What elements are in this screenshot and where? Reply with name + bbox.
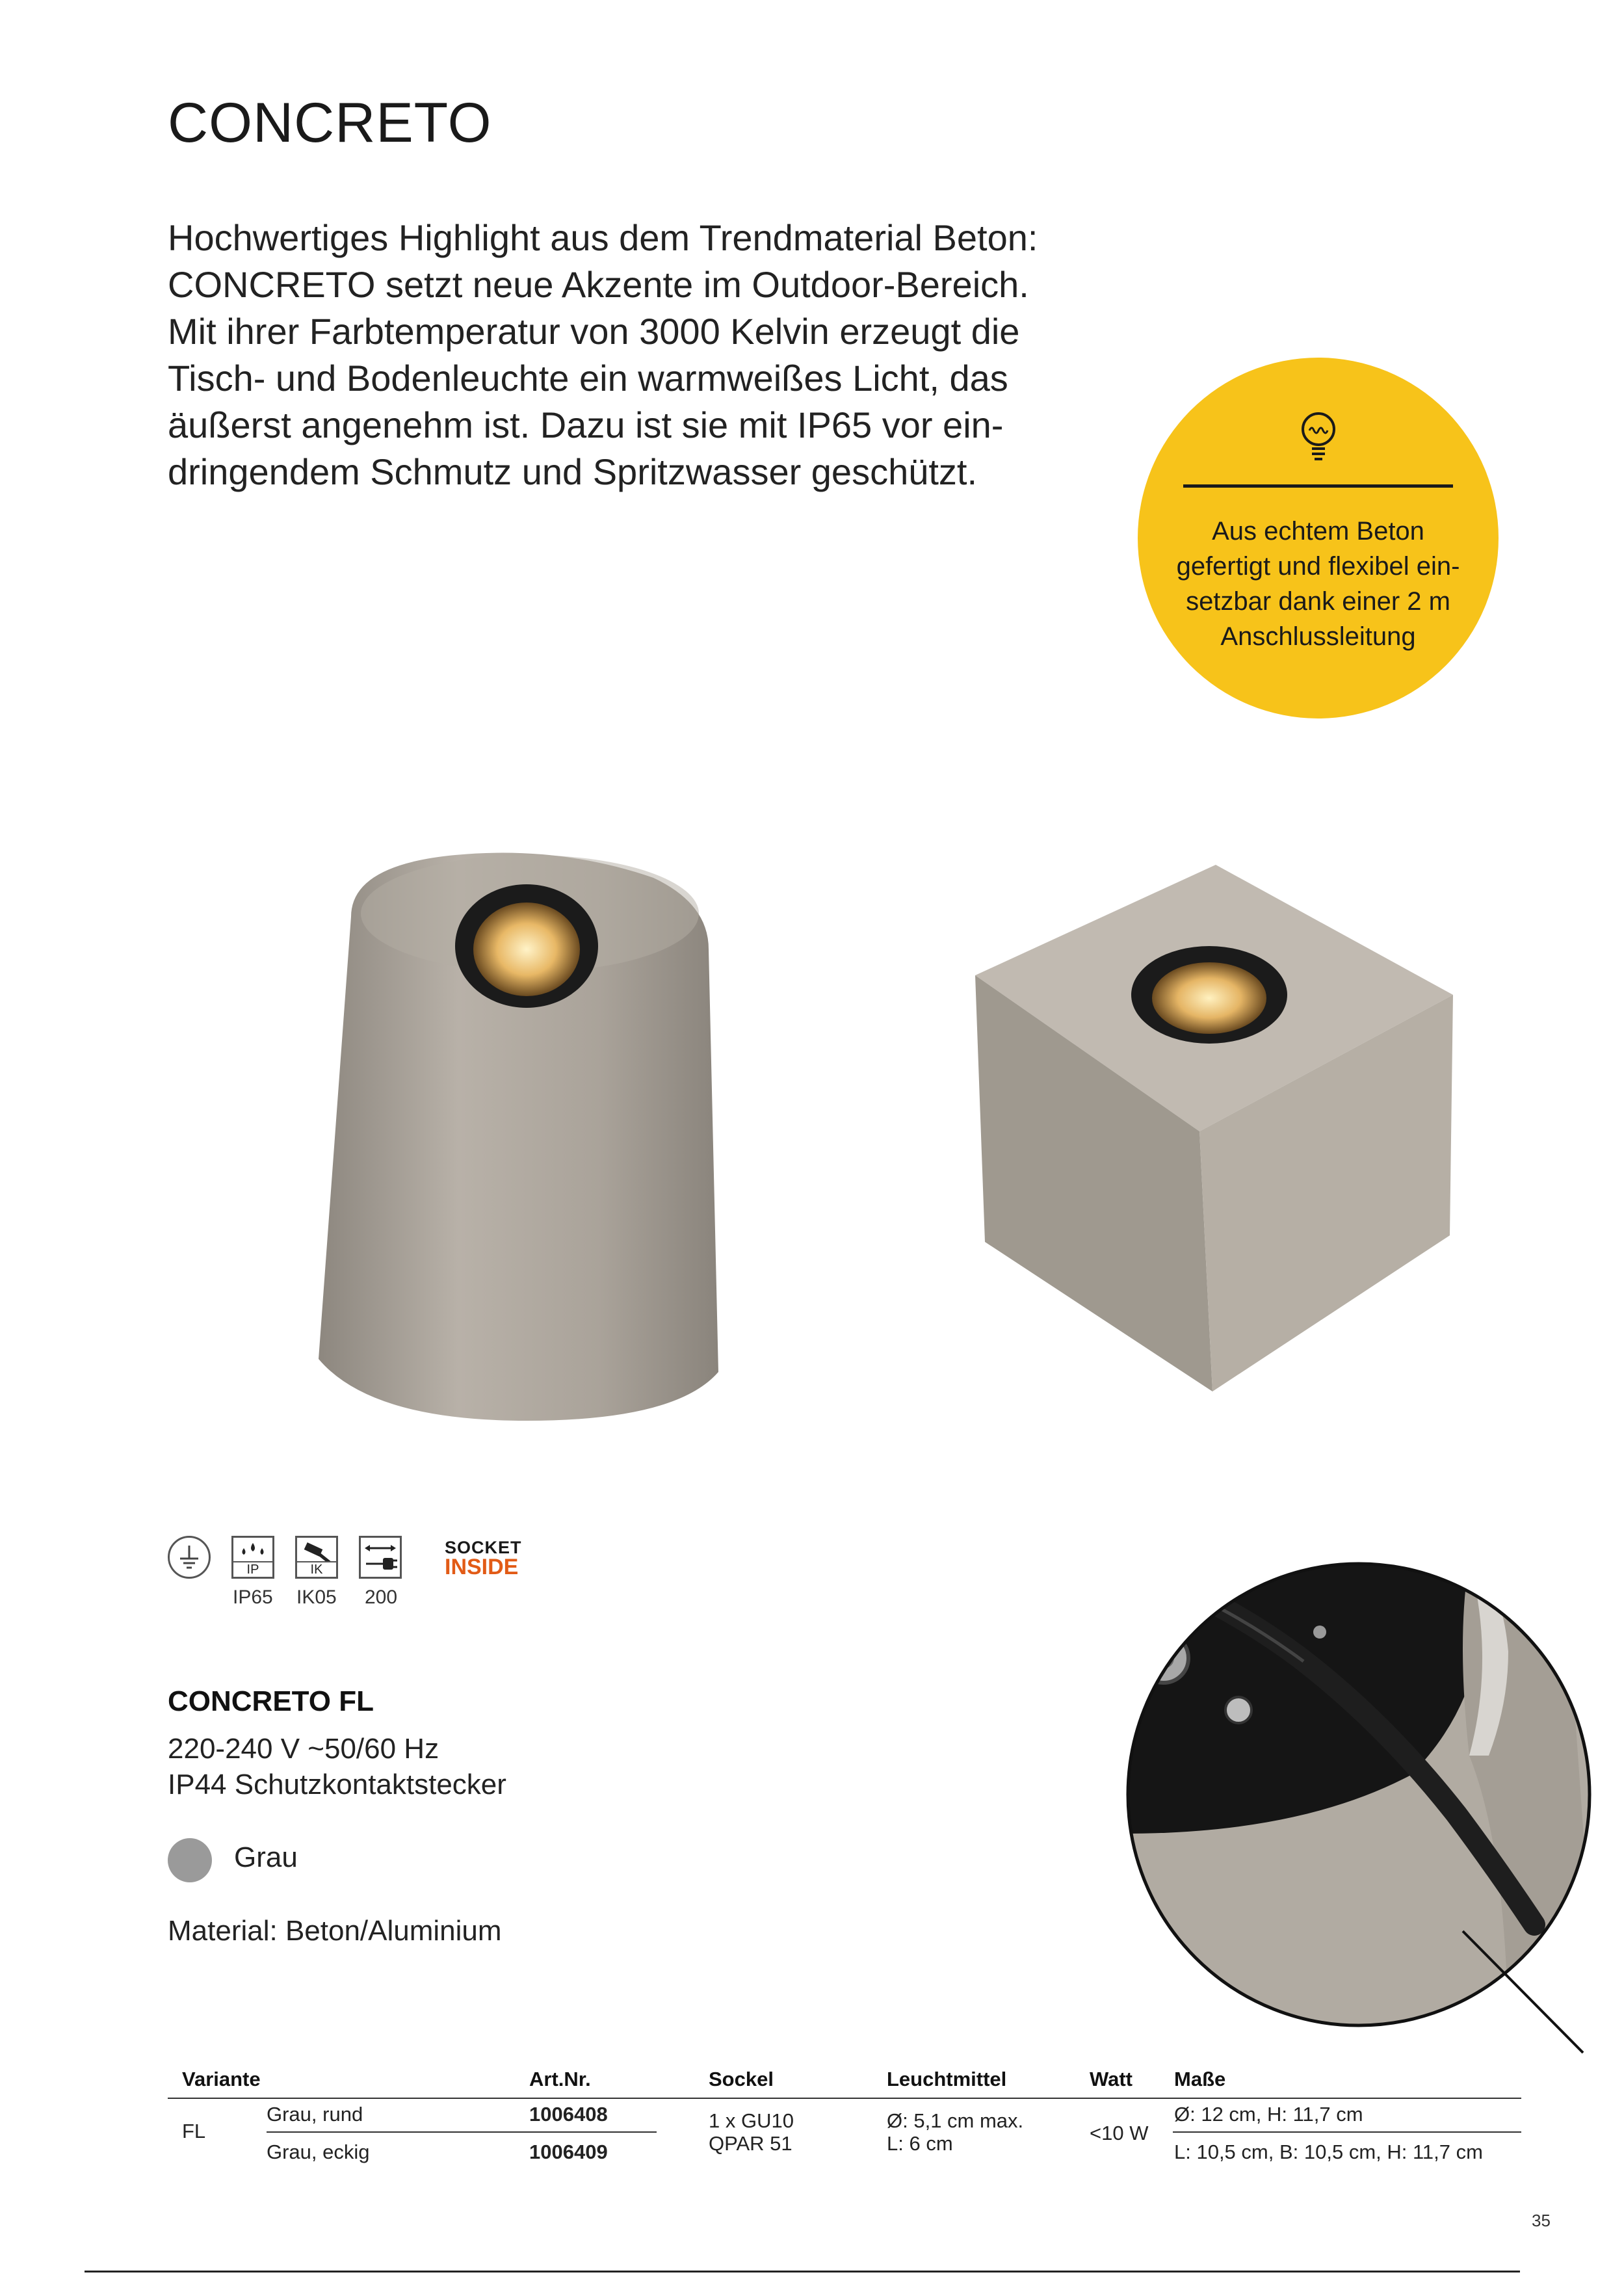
product-model: CONCRETO FL [168, 1685, 374, 1717]
lamp-cube-image [969, 845, 1469, 1417]
table-header-rule [168, 2098, 1521, 2099]
header-leuchtmittel: Leuchtmittel [887, 2068, 1007, 2090]
lamp-round-image [312, 839, 728, 1424]
header-artnr: Art.Nr. [529, 2068, 591, 2090]
intro-paragraph [168, 215, 1091, 495]
page-number: 35 [1532, 2211, 1551, 2230]
intro-line: Mit ihrer Farbtemperatur von 3000 Kelvin erzeugt die [168, 311, 1020, 352]
socket-inside-logo [445, 1538, 522, 1577]
row2-variant: Grau, eckig [267, 2141, 370, 2163]
product-plug: IP44 Schutzkontaktstecker [168, 1769, 506, 1800]
detail-closeup-image [1105, 1561, 1624, 2055]
badge-line: setzbar dank einer 2 m [1186, 587, 1450, 616]
spec-table [168, 2068, 1521, 2178]
leuchtmittel-line2: L: 6 cm [887, 2132, 953, 2155]
watt-value: <10 W [1090, 2122, 1149, 2144]
socket-logo-line1: SOCKET [445, 1538, 522, 1557]
protection-class-icon [168, 1536, 211, 1579]
row1-artnr: 1006408 [529, 2103, 608, 2126]
leuchtmittel-line1: Ø: 5,1 cm max. [887, 2109, 1024, 2132]
product-material: Material: Beton/Aluminium [168, 1915, 502, 1947]
footer-rule [85, 2271, 1520, 2272]
row2-artnr: 1006409 [529, 2141, 608, 2163]
intro-line: dringendem Schmutz und Spritzwasser geschützt. [168, 451, 978, 492]
table-row-rule [267, 2131, 657, 2133]
intro-line: äußerst angenehm ist. Dazu ist sie mit IP65 vor ein- [168, 404, 1004, 445]
ik-icon-label: IK [297, 1561, 336, 1577]
table-group-label: FL [182, 2120, 206, 2142]
sockel-line1: 1 x GU10 [709, 2109, 794, 2132]
ip-icon-label: IP [233, 1561, 272, 1577]
row1-masse: Ø: 12 cm, H: 11,7 cm [1174, 2103, 1363, 2126]
intro-line: Hochwertiges Highlight aus dem Trendmaterial Beton: [168, 217, 1038, 258]
ip-value: IP65 [233, 1587, 273, 1608]
badge-divider [1183, 484, 1453, 488]
color-swatch [168, 1838, 212, 1882]
ik-rating-icon [295, 1536, 338, 1579]
header-masse: Maße [1174, 2068, 1226, 2090]
badge-line: Anschlussleitung [1220, 622, 1416, 651]
socket-logo-line2: INSIDE [445, 1555, 519, 1579]
ip-rating-icon [231, 1536, 274, 1579]
header-sockel: Sockel [709, 2068, 774, 2090]
cable-value: 200 [365, 1587, 398, 1608]
cable-plug-icon [359, 1536, 402, 1579]
sockel-line2: QPAR 51 [709, 2132, 792, 2155]
header-watt: Watt [1090, 2068, 1133, 2090]
feature-badge [1138, 358, 1499, 718]
ik-value: IK05 [296, 1587, 337, 1608]
table-row-rule [1173, 2131, 1521, 2133]
row1-variant: Grau, rund [267, 2103, 363, 2126]
intro-line: Tisch- und Bodenleuchte ein warmweißes Licht, das [168, 358, 1008, 399]
header-variante: Variante [182, 2068, 261, 2090]
lightbulb-icon [1295, 410, 1342, 462]
color-label: Grau [234, 1841, 298, 1873]
page-title: CONCRETO [168, 92, 492, 154]
badge-line: Aus echtem Beton [1212, 517, 1424, 546]
badge-text [1164, 514, 1473, 654]
intro-line: CONCRETO setzt neue Akzente im Outdoor-Bereich. [168, 264, 1029, 305]
badge-line: gefertigt und flexibel ein- [1176, 552, 1460, 581]
row2-masse: L: 10,5 cm, B: 10,5 cm, H: 11,7 cm [1174, 2141, 1483, 2163]
product-voltage: 220-240 V ~50/60 Hz [168, 1733, 439, 1765]
